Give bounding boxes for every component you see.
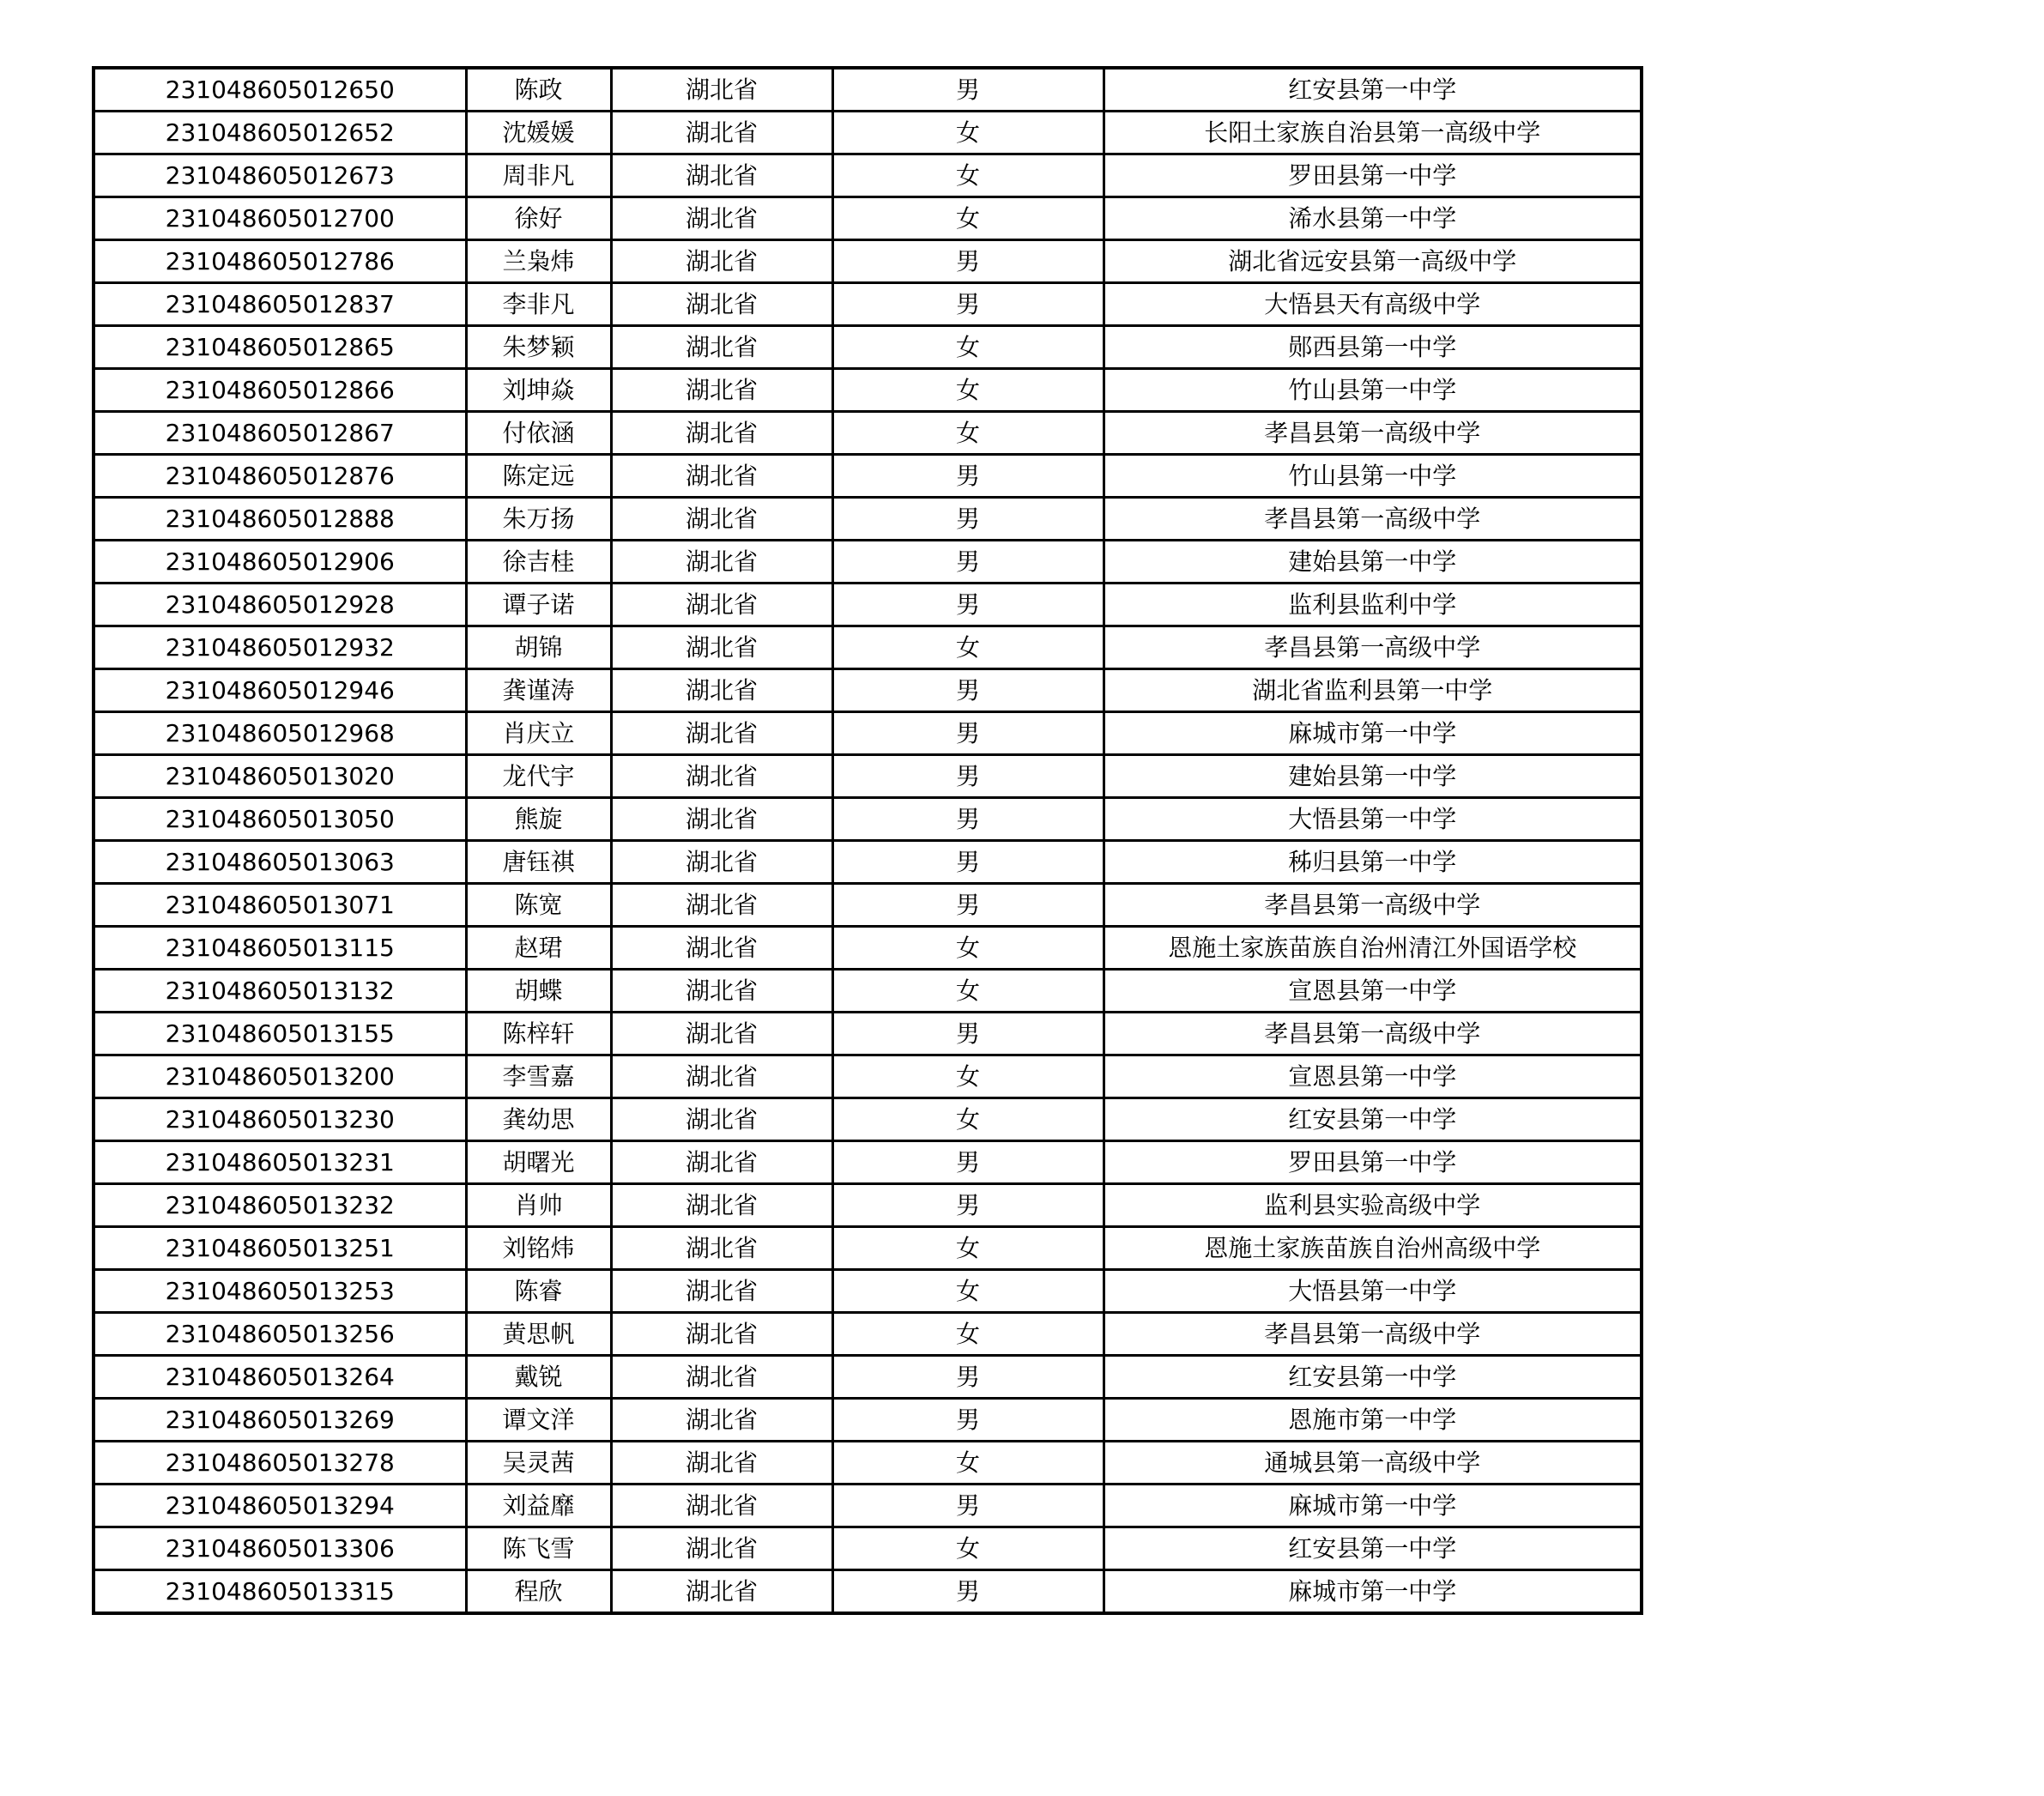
table-row — [94, 412, 1642, 455]
school-cell: 麻城市第一中学 — [1104, 1485, 1642, 1527]
province-cell: 湖北省 — [611, 1313, 832, 1356]
table-row — [94, 970, 1642, 1013]
candidate-id-cell: 231048605012867 — [94, 412, 466, 455]
student-name-cell: 熊旋 — [466, 798, 611, 841]
candidate-id-cell: 231048605013063 — [94, 841, 466, 884]
school-cell: 恩施市第一中学 — [1104, 1399, 1642, 1442]
school-cell: 竹山县第一中学 — [1104, 369, 1642, 412]
student-name-cell: 付依涵 — [466, 412, 611, 455]
gender-cell: 男 — [832, 1399, 1104, 1442]
student-name-cell: 戴锐 — [466, 1356, 611, 1399]
province-cell: 湖北省 — [611, 68, 832, 112]
school-cell: 宣恩县第一中学 — [1104, 970, 1642, 1013]
student-name-cell: 陈飞雪 — [466, 1527, 611, 1570]
school-cell: 孝昌县第一高级中学 — [1104, 412, 1642, 455]
table-row — [94, 755, 1642, 798]
student-name-cell: 谭文洋 — [466, 1399, 611, 1442]
candidate-id-cell: 231048605013200 — [94, 1055, 466, 1098]
candidate-id-cell: 231048605013050 — [94, 798, 466, 841]
student-name-cell: 李非凡 — [466, 283, 611, 326]
candidate-id-cell: 231048605012876 — [94, 455, 466, 498]
gender-cell: 男 — [832, 455, 1104, 498]
school-cell: 竹山县第一中学 — [1104, 455, 1642, 498]
table-row — [94, 1527, 1642, 1570]
student-name-cell: 陈政 — [466, 68, 611, 112]
province-cell: 湖北省 — [611, 283, 832, 326]
student-name-cell: 胡蝶 — [466, 970, 611, 1013]
province-cell: 湖北省 — [611, 240, 832, 283]
candidate-id-cell: 231048605013251 — [94, 1227, 466, 1270]
candidate-id-cell: 231048605012906 — [94, 541, 466, 584]
student-name-cell: 吴灵茜 — [466, 1442, 611, 1485]
gender-cell: 男 — [832, 1570, 1104, 1614]
province-cell: 湖北省 — [611, 154, 832, 197]
school-cell: 大悟县天有高级中学 — [1104, 283, 1642, 326]
table-row — [94, 197, 1642, 240]
table-row — [94, 1184, 1642, 1227]
student-name-cell: 朱万扬 — [466, 498, 611, 541]
gender-cell: 女 — [832, 326, 1104, 369]
candidate-id-cell: 231048605013071 — [94, 884, 466, 927]
table-row — [94, 1098, 1642, 1141]
candidate-id-cell: 231048605013020 — [94, 755, 466, 798]
gender-cell: 男 — [832, 1356, 1104, 1399]
province-cell: 湖北省 — [611, 1098, 832, 1141]
student-name-cell: 龙代宇 — [466, 755, 611, 798]
candidate-id-cell: 231048605012837 — [94, 283, 466, 326]
school-cell: 麻城市第一中学 — [1104, 1570, 1642, 1614]
gender-cell: 男 — [832, 584, 1104, 626]
school-cell: 红安县第一中学 — [1104, 1356, 1642, 1399]
gender-cell: 男 — [832, 798, 1104, 841]
student-name-cell: 陈睿 — [466, 1270, 611, 1313]
province-cell: 湖北省 — [611, 626, 832, 669]
student-name-cell: 朱梦颖 — [466, 326, 611, 369]
province-cell: 湖北省 — [611, 712, 832, 755]
gender-cell: 男 — [832, 884, 1104, 927]
school-cell: 建始县第一中学 — [1104, 541, 1642, 584]
table-row — [94, 455, 1642, 498]
province-cell: 湖北省 — [611, 455, 832, 498]
candidate-id-cell: 231048605013232 — [94, 1184, 466, 1227]
table-row — [94, 584, 1642, 626]
province-cell: 湖北省 — [611, 927, 832, 970]
student-name-cell: 李雪嘉 — [466, 1055, 611, 1098]
candidate-id-cell: 231048605013315 — [94, 1570, 466, 1614]
school-cell: 大悟县第一中学 — [1104, 1270, 1642, 1313]
candidate-id-cell: 231048605013306 — [94, 1527, 466, 1570]
student-name-cell: 黄思帆 — [466, 1313, 611, 1356]
gender-cell: 男 — [832, 283, 1104, 326]
school-cell: 红安县第一中学 — [1104, 68, 1642, 112]
candidate-id-cell: 231048605013230 — [94, 1098, 466, 1141]
candidate-id-cell: 231048605013253 — [94, 1270, 466, 1313]
student-name-cell: 周非凡 — [466, 154, 611, 197]
gender-cell: 女 — [832, 369, 1104, 412]
student-name-cell: 赵珺 — [466, 927, 611, 970]
student-name-cell: 唐钰祺 — [466, 841, 611, 884]
school-cell: 孝昌县第一高级中学 — [1104, 1013, 1642, 1055]
province-cell: 湖北省 — [611, 1527, 832, 1570]
province-cell: 湖北省 — [611, 1485, 832, 1527]
school-cell: 湖北省监利县第一中学 — [1104, 669, 1642, 712]
province-cell: 湖北省 — [611, 1227, 832, 1270]
gender-cell: 女 — [832, 1313, 1104, 1356]
candidate-id-cell: 231048605012932 — [94, 626, 466, 669]
table-row — [94, 68, 1642, 112]
table-row — [94, 1356, 1642, 1399]
student-name-cell: 刘铭炜 — [466, 1227, 611, 1270]
candidate-id-cell: 231048605013231 — [94, 1141, 466, 1184]
province-cell: 湖北省 — [611, 541, 832, 584]
gender-cell: 男 — [832, 1141, 1104, 1184]
student-name-cell: 兰枭炜 — [466, 240, 611, 283]
candidate-id-cell: 231048605012968 — [94, 712, 466, 755]
gender-cell: 男 — [832, 755, 1104, 798]
school-cell: 孝昌县第一高级中学 — [1104, 884, 1642, 927]
province-cell: 湖北省 — [611, 1442, 832, 1485]
student-name-cell: 陈宽 — [466, 884, 611, 927]
table-row — [94, 712, 1642, 755]
candidate-id-cell: 231048605013264 — [94, 1356, 466, 1399]
candidate-id-cell: 231048605013269 — [94, 1399, 466, 1442]
school-cell: 湖北省远安县第一高级中学 — [1104, 240, 1642, 283]
candidate-id-cell: 231048605013278 — [94, 1442, 466, 1485]
candidate-id-cell: 231048605012652 — [94, 112, 466, 154]
gender-cell: 男 — [832, 1184, 1104, 1227]
school-cell: 孝昌县第一高级中学 — [1104, 498, 1642, 541]
school-cell: 红安县第一中学 — [1104, 1098, 1642, 1141]
candidate-id-cell: 231048605012650 — [94, 68, 466, 112]
student-name-cell: 龚谨涛 — [466, 669, 611, 712]
table-row — [94, 1227, 1642, 1270]
gender-cell: 女 — [832, 154, 1104, 197]
table-row — [94, 498, 1642, 541]
school-cell: 孝昌县第一高级中学 — [1104, 1313, 1642, 1356]
province-cell: 湖北省 — [611, 1141, 832, 1184]
table-row — [94, 1313, 1642, 1356]
candidate-id-cell: 231048605013132 — [94, 970, 466, 1013]
school-cell: 孝昌县第一高级中学 — [1104, 626, 1642, 669]
candidate-id-cell: 231048605013155 — [94, 1013, 466, 1055]
candidate-id-cell: 231048605012888 — [94, 498, 466, 541]
gender-cell: 女 — [832, 197, 1104, 240]
table-row — [94, 1270, 1642, 1313]
student-name-cell: 胡锦 — [466, 626, 611, 669]
gender-cell: 男 — [832, 1485, 1104, 1527]
gender-cell: 女 — [832, 970, 1104, 1013]
school-cell: 大悟县第一中学 — [1104, 798, 1642, 841]
gender-cell: 女 — [832, 626, 1104, 669]
province-cell: 湖北省 — [611, 584, 832, 626]
gender-cell: 男 — [832, 240, 1104, 283]
candidate-id-cell: 231048605012928 — [94, 584, 466, 626]
student-name-cell: 程欣 — [466, 1570, 611, 1614]
province-cell: 湖北省 — [611, 197, 832, 240]
gender-cell: 女 — [832, 1527, 1104, 1570]
table-row — [94, 369, 1642, 412]
gender-cell: 男 — [832, 498, 1104, 541]
candidate-id-cell: 231048605012700 — [94, 197, 466, 240]
gender-cell: 女 — [832, 1442, 1104, 1485]
candidate-id-cell: 231048605012866 — [94, 369, 466, 412]
candidate-id-cell: 231048605013294 — [94, 1485, 466, 1527]
province-cell: 湖北省 — [611, 326, 832, 369]
province-cell: 湖北省 — [611, 1356, 832, 1399]
student-name-cell: 龚幼思 — [466, 1098, 611, 1141]
table-row — [94, 1055, 1642, 1098]
school-cell: 秭归县第一中学 — [1104, 841, 1642, 884]
candidate-id-cell: 231048605013256 — [94, 1313, 466, 1356]
student-name-cell: 刘坤焱 — [466, 369, 611, 412]
school-cell: 宣恩县第一中学 — [1104, 1055, 1642, 1098]
table-row — [94, 626, 1642, 669]
student-roster-table — [92, 66, 1643, 1615]
candidate-id-cell: 231048605012786 — [94, 240, 466, 283]
school-cell: 麻城市第一中学 — [1104, 712, 1642, 755]
table-row — [94, 1013, 1642, 1055]
table-row — [94, 240, 1642, 283]
gender-cell: 女 — [832, 412, 1104, 455]
school-cell: 罗田县第一中学 — [1104, 1141, 1642, 1184]
gender-cell: 男 — [832, 1013, 1104, 1055]
gender-cell: 男 — [832, 712, 1104, 755]
school-cell: 监利县实验高级中学 — [1104, 1184, 1642, 1227]
table-row — [94, 541, 1642, 584]
province-cell: 湖北省 — [611, 498, 832, 541]
student-name-cell: 谭子诺 — [466, 584, 611, 626]
province-cell: 湖北省 — [611, 369, 832, 412]
table-row — [94, 154, 1642, 197]
gender-cell: 女 — [832, 927, 1104, 970]
table-row — [94, 283, 1642, 326]
province-cell: 湖北省 — [611, 1055, 832, 1098]
gender-cell: 女 — [832, 1055, 1104, 1098]
table-row — [94, 1399, 1642, 1442]
school-cell: 罗田县第一中学 — [1104, 154, 1642, 197]
province-cell: 湖北省 — [611, 884, 832, 927]
school-cell: 监利县监利中学 — [1104, 584, 1642, 626]
province-cell: 湖北省 — [611, 112, 832, 154]
province-cell: 湖北省 — [611, 755, 832, 798]
province-cell: 湖北省 — [611, 798, 832, 841]
gender-cell: 女 — [832, 112, 1104, 154]
student-name-cell: 胡曙光 — [466, 1141, 611, 1184]
province-cell: 湖北省 — [611, 1570, 832, 1614]
table-row — [94, 841, 1642, 884]
table-row — [94, 1442, 1642, 1485]
province-cell: 湖北省 — [611, 412, 832, 455]
student-name-cell: 肖帅 — [466, 1184, 611, 1227]
province-cell: 湖北省 — [611, 1270, 832, 1313]
province-cell: 湖北省 — [611, 1013, 832, 1055]
school-cell: 浠水县第一中学 — [1104, 197, 1642, 240]
student-name-cell: 刘益靡 — [466, 1485, 611, 1527]
gender-cell: 女 — [832, 1270, 1104, 1313]
province-cell: 湖北省 — [611, 970, 832, 1013]
table-row — [94, 669, 1642, 712]
table-row — [94, 326, 1642, 369]
table-row — [94, 798, 1642, 841]
gender-cell: 男 — [832, 68, 1104, 112]
school-cell: 通城县第一高级中学 — [1104, 1442, 1642, 1485]
table-row — [94, 1141, 1642, 1184]
candidate-id-cell: 231048605013115 — [94, 927, 466, 970]
school-cell: 红安县第一中学 — [1104, 1527, 1642, 1570]
gender-cell: 男 — [832, 669, 1104, 712]
student-name-cell: 陈定远 — [466, 455, 611, 498]
candidate-id-cell: 231048605012673 — [94, 154, 466, 197]
school-cell: 恩施土家族苗族自治州清江外国语学校 — [1104, 927, 1642, 970]
province-cell: 湖北省 — [611, 841, 832, 884]
table-row — [94, 884, 1642, 927]
student-name-cell: 徐好 — [466, 197, 611, 240]
roster-table-body — [94, 68, 1642, 1613]
document-page — [92, 66, 1643, 1615]
table-row — [94, 112, 1642, 154]
gender-cell: 男 — [832, 841, 1104, 884]
table-row — [94, 1570, 1642, 1614]
school-cell: 恩施土家族苗族自治州高级中学 — [1104, 1227, 1642, 1270]
student-name-cell: 陈梓轩 — [466, 1013, 611, 1055]
gender-cell: 女 — [832, 1227, 1104, 1270]
table-row — [94, 927, 1642, 970]
table-row — [94, 1485, 1642, 1527]
school-cell: 郧西县第一中学 — [1104, 326, 1642, 369]
school-cell: 建始县第一中学 — [1104, 755, 1642, 798]
gender-cell: 男 — [832, 541, 1104, 584]
student-name-cell: 徐吉桂 — [466, 541, 611, 584]
student-name-cell: 沈媛媛 — [466, 112, 611, 154]
province-cell: 湖北省 — [611, 1399, 832, 1442]
candidate-id-cell: 231048605012865 — [94, 326, 466, 369]
student-name-cell: 肖庆立 — [466, 712, 611, 755]
candidate-id-cell: 231048605012946 — [94, 669, 466, 712]
school-cell: 长阳土家族自治县第一高级中学 — [1104, 112, 1642, 154]
province-cell: 湖北省 — [611, 669, 832, 712]
province-cell: 湖北省 — [611, 1184, 832, 1227]
gender-cell: 女 — [832, 1098, 1104, 1141]
